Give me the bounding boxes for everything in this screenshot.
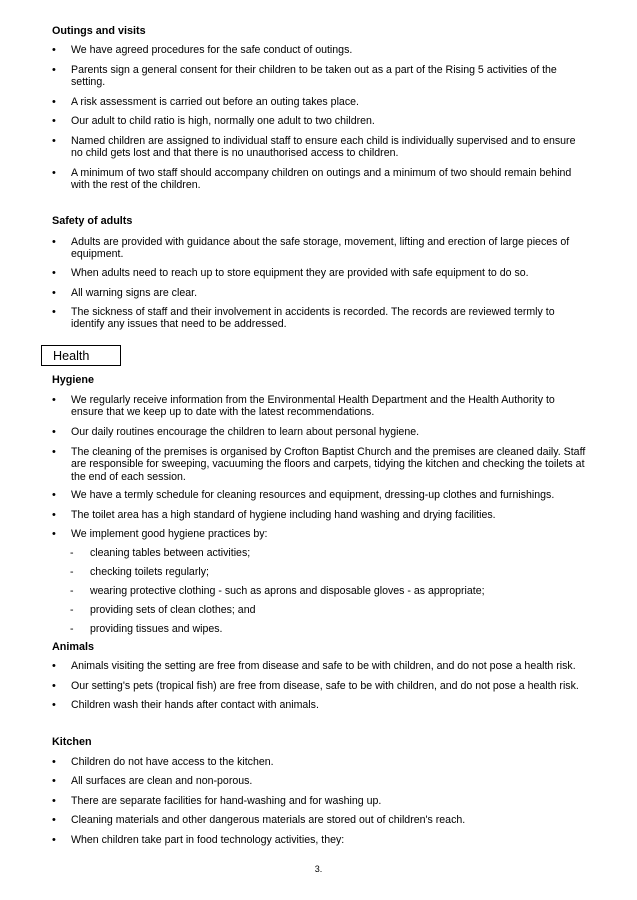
bullet-icon: •	[52, 795, 56, 807]
bullet-icon: •	[52, 528, 56, 540]
bullet-icon: •	[52, 394, 56, 406]
bullet-icon: •	[52, 446, 56, 458]
bullet-icon: •	[52, 64, 56, 76]
safety-adults-heading: Safety of adults	[52, 215, 133, 227]
bullet-icon: •	[52, 135, 56, 147]
section-title-box: Health	[41, 345, 121, 366]
bullet-icon: •	[52, 756, 56, 768]
bullet-icon: •	[52, 115, 56, 127]
bullet-icon: •	[52, 680, 56, 692]
bullet-icon: •	[52, 489, 56, 501]
bullet-icon: •	[52, 236, 56, 248]
bullet-icon: •	[52, 287, 56, 299]
bullet-icon: •	[52, 44, 56, 56]
bullet-icon: •	[52, 306, 56, 318]
dash-icon: -	[70, 604, 74, 616]
dash-icon: -	[70, 547, 74, 559]
bullet-icon: •	[52, 814, 56, 826]
page-number: 3.	[314, 864, 323, 874]
bullet-icon: •	[52, 834, 56, 846]
document-page: Outings and visits • We have agreed procedures for the safe conduct of outings. • Parents sign a general consent for their children to be taken out as a part of the Rising 5 activities of the setting. • A risk assessment is carried out before an outing takes place. • Our adult to child ratio is high, normally one adult to two children. • Named children are assigned to individual staff to ensure each child is individually supervised and to ensure no child gets lost and that there is no unauthorised access to children. • A minimum of two staff should accompany children on outings and a minimum of two should remain behind with the rest of the children. Safety of adults • Adults are provided with guidance about the safe storage, movement, lifting and erection of large pieces of equipment. • When adults need to reach up to store equipment they are provided with safe equipment to do so. • All warning signs are clear. • The sickness of staff and their involvement in accidents is recorded. The records are reviewed termly to identify any issues that need to be addressed. Health Hygiene • We regularly receive information from the Environmental Health Department and the Health Authority to ensure that we keep up to date with the latest recommendations. • Our daily routines encourage the children to learn about personal hygiene. • The cleaning of the premises is organised by Crofton Baptist Church and the premises are cleaned daily. Staff are responsible for sweeping, vacuuming the floors and carpets, tidying the kitchen and checking the toilets at the end of each session. • We have a termly schedule for cleaning resources and equipment, dressing-up clothes and furnishings. • The toilet area has a high standard of hygiene including hand washing and drying facilities. • We implement good hygiene practices by: - cleaning tables between activities; - checking toilets regularly; - wearing protective clothing - such as aprons and disposable gloves - as appropriate; - providing sets of clean clothes; and - providing tissues and wipes. Animals • Animals visiting the setting are free from disease and safe to be with children, and do not pose a health risk. • Our setting's pets (tropical fish) are free from disease, safe to be with children, and do not pose a health risk. • Children wash their hands after contact with animals. Kitchen • Children do not have access to the kitchen. • All surfaces are clean and non-porous. • There are separate facilities for hand-washing and for washing up. • Cleaning materials and other dangerous materials are stored out of children's reach. • When children take part in food technology activities, they: 3.	[0, 0, 637, 900]
bullet-icon: •	[52, 267, 56, 279]
bullet-icon: •	[52, 96, 56, 108]
bullet-icon: •	[52, 699, 56, 711]
dash-icon: -	[70, 585, 74, 597]
kitchen-heading: Kitchen	[52, 736, 92, 748]
bullet-icon: •	[52, 775, 56, 787]
bullet-icon: •	[52, 426, 56, 438]
bullet-icon: •	[52, 660, 56, 672]
dash-icon: -	[70, 566, 74, 578]
hygiene-heading: Hygiene	[52, 374, 95, 386]
animals-heading: Animals	[52, 641, 95, 653]
outings-heading: Outings and visits	[52, 25, 146, 37]
dash-icon: -	[70, 623, 74, 635]
bullet-icon: •	[52, 167, 56, 179]
bullet-icon: •	[52, 509, 56, 521]
